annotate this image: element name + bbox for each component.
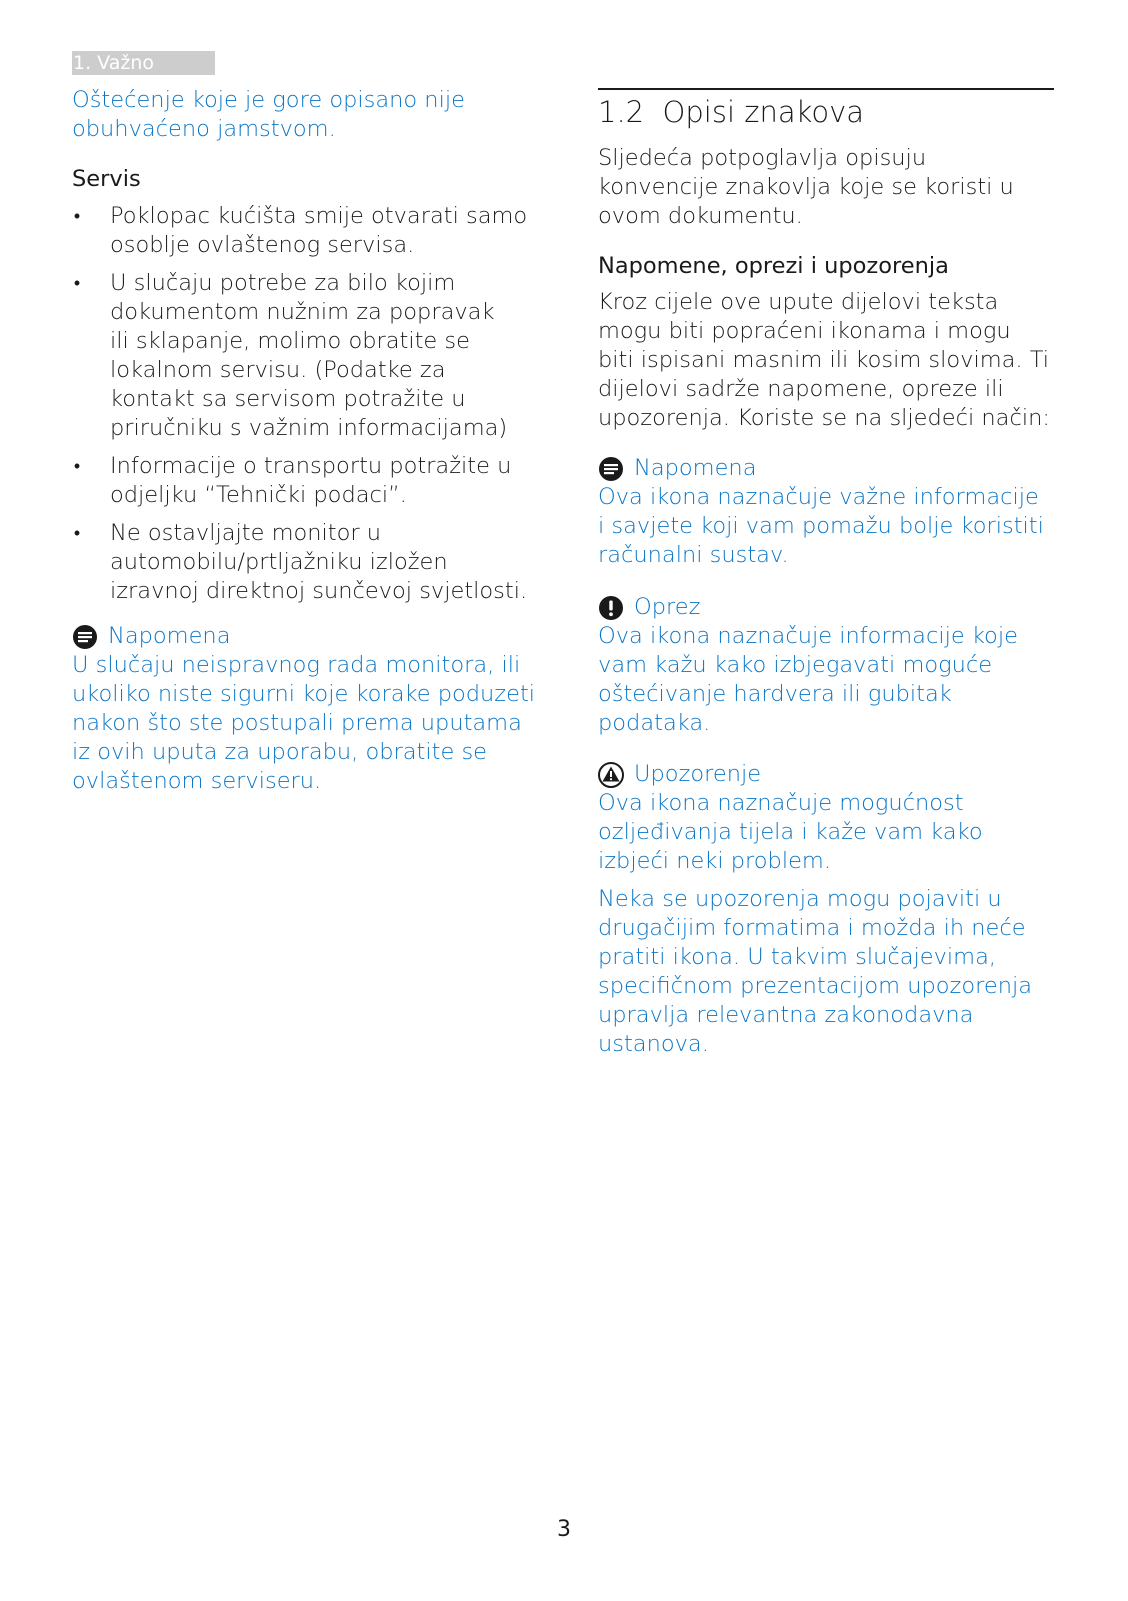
bullet-dot: • xyxy=(73,206,81,227)
intro-text: Sljedeća potpoglavlja opisuju konvencije znakovlja koje se koristi u ovom dokumentu. xyxy=(598,145,1014,229)
right-column xyxy=(598,88,1058,1059)
closing-text: Neka se upozorenja mogu pojaviti u drugačijim formatima i možda ih neće pratiti ikona. U takvim slučajevima, specifičnom prezentacijom upozorenja upravlja relevantna zakonodavna ustanova. xyxy=(598,886,1033,1057)
warning-text: Ova ikona naznačuje mogućnost ozljeđivanja tijela i kaže vam kako izbjeći neki problem. xyxy=(598,790,983,874)
warning-icon xyxy=(598,762,624,788)
bullet-dot: • xyxy=(73,523,81,544)
note-icon xyxy=(598,456,624,482)
bullet-dot: • xyxy=(73,273,81,294)
body-text: Kroz cijele ove upute dijelovi teksta mogu biti popraćeni ikonama i mogu biti ispisani masnim ili kosim slovima. Ti dijelovi sadrže napomene, opreze ili upozorenja. Koriste se na sljedeći način: xyxy=(598,289,1050,431)
note-label: Napomena xyxy=(634,455,757,481)
caution-text: Ova ikona naznačuje informacije koje vam kažu kako izbjegavati moguće oštećivanje hardvera ili gubitak podataka. xyxy=(598,623,1018,736)
note-icon xyxy=(72,624,98,650)
bullet-dot: • xyxy=(73,456,81,477)
note-header xyxy=(72,622,542,651)
caution-header xyxy=(598,593,1058,622)
damage-note: Oštećenje koje je gore opisano nije obuhvaćeno jamstvom. xyxy=(72,87,465,142)
bullet-text: Poklopac kućišta smije otvarati samo osoblje ovlaštenog servisa. xyxy=(110,203,528,258)
note-header xyxy=(598,454,1058,483)
bullet-text: Ne ostavljajte monitor u automobilu/prtljažniku izložen izravnoj direktnoj sunčevoj svjetlosti. xyxy=(110,520,528,604)
page-number: 3 xyxy=(557,1517,571,1542)
list-item xyxy=(72,519,542,606)
caution-label: Oprez xyxy=(634,594,701,620)
left-column xyxy=(72,86,542,796)
list-item xyxy=(72,202,542,260)
section-title: 1.2 Opisi znakova xyxy=(598,95,865,129)
bullet-text: U slučaju potrebe za bilo kojim dokumentom nužnim za popravak ili sklapanje, molimo obratite se lokalnom servisu. (Podatke za kontakt sa servisom potražite u priručniku s važnim informacijama) xyxy=(110,270,508,441)
service-heading: Servis xyxy=(72,166,141,192)
list-item xyxy=(72,452,542,510)
warning-label: Upozorenje xyxy=(634,761,762,787)
note-text: Ova ikona naznačuje važne informacije i savjete koji vam pomažu bolje koristiti računalni sustav. xyxy=(598,484,1044,568)
note-label: Napomena xyxy=(108,623,231,649)
caution-icon xyxy=(598,595,624,621)
subheading: Napomene, oprezi i upozorenja xyxy=(598,253,949,279)
note-text: U slučaju neispravnog rada monitora, ili ukoliko niste sigurni koje korake poduzeti nakon što ste postupali prema uputama iz ovih uputa za uporabu, obratite se ovlaštenom serviseru. xyxy=(72,652,536,794)
service-bullet-list xyxy=(72,202,542,606)
list-item xyxy=(72,269,542,443)
bullet-text: Informacije o transportu potražite u odjeljku “Tehnički podaci”. xyxy=(110,453,512,508)
section-tab: 1. Važno xyxy=(72,51,215,75)
section-rule xyxy=(598,88,1054,90)
warning-header xyxy=(598,760,1058,789)
